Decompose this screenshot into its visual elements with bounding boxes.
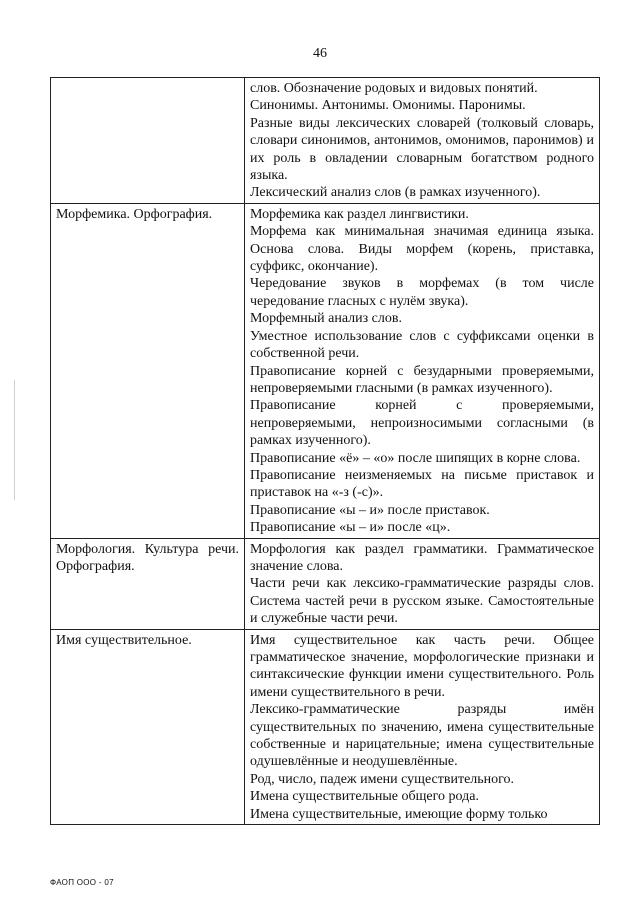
content-paragraph: Правописание «ы – и» после приставок. — [250, 502, 490, 518]
content-paragraph: Разные виды лексических словарей (толковый словарь, словари синонимов, антонимов, омонимов, паронимов) и их роль в овладении словарным богатством родного языка. — [250, 115, 594, 184]
content-paragraph: Морфология как раздел грамматики. Грамматическое значение слова. — [250, 541, 594, 574]
footer-document-code: ФАОП ООО - 07 — [50, 878, 114, 887]
content-paragraph: Морфемный анализ слов. — [250, 311, 402, 327]
content-paragraph: Правописание корней с проверяемыми, непроверяемыми, непроизносимыми согласными (в рамках изученного). — [250, 398, 594, 449]
content-cell — [245, 629, 600, 824]
section-title: Морфология. Культура речи. Орфография. — [56, 541, 239, 574]
content-paragraph: Род, число, падеж имени существительного. — [250, 771, 515, 787]
page-number: 46 — [313, 46, 327, 61]
content-paragraph: Морфемика как раздел лингвистики. — [250, 206, 469, 222]
content-paragraph: Правописание корней с безударными проверяемыми, непроверяемыми гласными (в рамках изученного). — [250, 363, 594, 396]
content-cell — [245, 203, 600, 538]
content-paragraph: Уместное использование слов с суффиксами оценки в собственной речи. — [250, 328, 594, 362]
content-paragraph: Имена существительные общего рода. — [250, 789, 479, 805]
content-cell — [245, 538, 600, 629]
table-row — [51, 203, 600, 538]
content-paragraph: Чередование звуков в морфемах (в том числе чередование гласных с нулём звука). — [250, 276, 594, 309]
curriculum-table — [50, 77, 600, 825]
section-cell — [51, 203, 245, 538]
content-paragraph: Правописание «ё» – «о» после шипящих в корне слова. — [250, 450, 581, 466]
content-paragraph: Лексико-грамматические разряды имён существительных по значению, имена существительные собственные и нарицательные; имена существительные одушевлённые и неодушевлённые. — [250, 702, 594, 770]
content-paragraph: Имя существительное как часть речи. Общее грамматическое значение, морфологические признаки и синтаксические функции имени существительного. Роль имени существительного в речи. — [250, 632, 594, 700]
content-cell — [245, 78, 600, 204]
section-cell — [51, 538, 245, 629]
content-paragraph: Лексический анализ слов (в рамках изученного). — [250, 185, 541, 201]
content-paragraph: Правописание неизменяемых на письме приставок и приставок на «-з (-с)». — [250, 467, 594, 501]
content-paragraph: Морфема как минимальная значимая единица языка. Основа слова. Виды морфем (корень, приставка, суффикс, окончание). — [250, 224, 594, 275]
content-paragraph: Правописание «ы – и» после «ц». — [250, 520, 451, 536]
table-row — [51, 538, 600, 629]
section-title: Имя существительное. — [56, 632, 192, 648]
section-title: Морфемика. Орфография. — [56, 206, 213, 222]
section-cell — [51, 78, 245, 204]
scan-artifact-line — [14, 380, 15, 500]
content-paragraph: слов. Обозначение родовых и видовых понятий. — [250, 81, 538, 96]
content-paragraph: Части речи как лексико-грамматические разряды слов. Система частей речи в русском языке. Самостоятельные и служебные части речи. — [250, 576, 594, 627]
section-cell — [51, 629, 245, 824]
table-row — [51, 629, 600, 824]
table-row — [51, 78, 600, 204]
content-paragraph: Синонимы. Антонимы. Омонимы. Паронимы. — [250, 98, 526, 114]
content-paragraph: Имена существительные, имеющие форму только — [250, 806, 548, 822]
